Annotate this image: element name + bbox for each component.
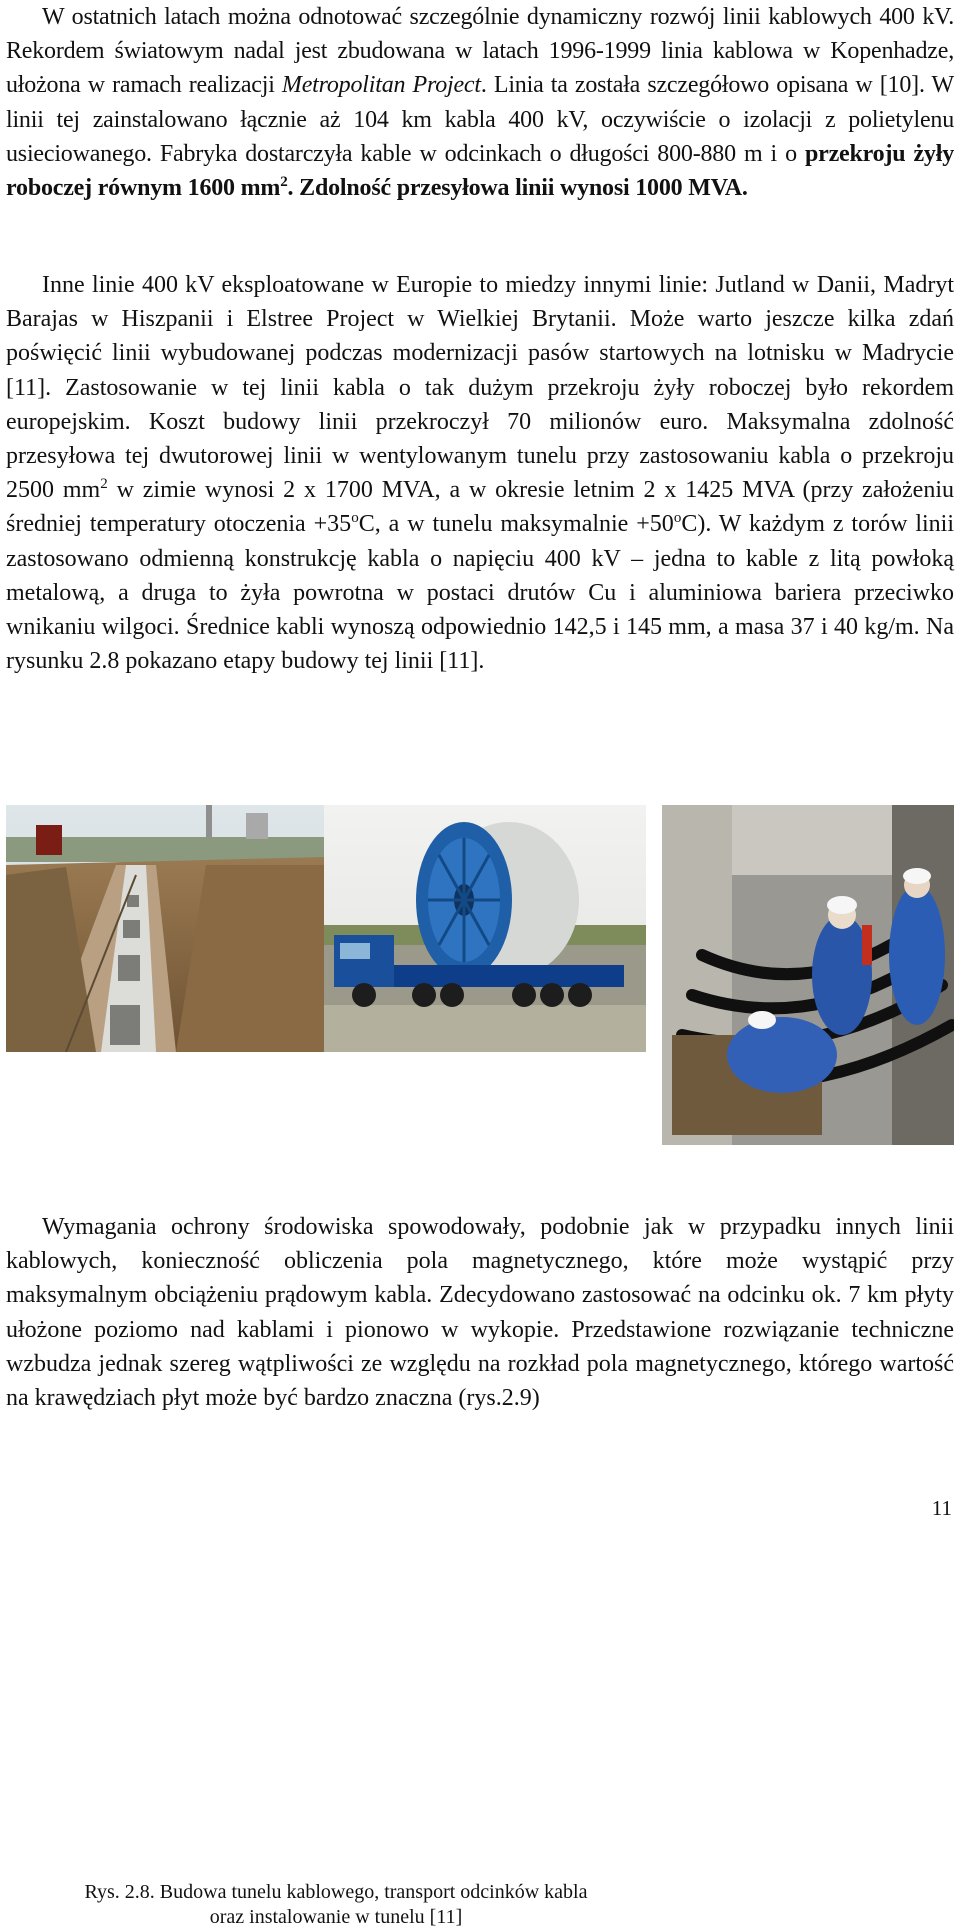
tunnel-construction-photo <box>6 805 324 1052</box>
superscript: o <box>673 510 682 527</box>
paragraph-intro <box>6 0 954 205</box>
superscript: 2 <box>280 174 288 191</box>
text-span: W ostatnich latach można odnotować szczególnie dynamiczny rozwój linii kablowych 400 kV. Rekordem światowym nadal jest zbudowana w latach 1996-1999 linia kablowa w Kopenhadze, ułożona w ramach realizacji <box>6 4 954 99</box>
caption-line: oraz instalowanie w tunelu [11] <box>209 1906 463 1928</box>
text-span: C, a w tunelu maksymalnie +50 <box>358 511 674 538</box>
bold-cross-section: przekroju żyły roboczej równym 1600 mm <box>6 140 955 202</box>
text-span: C). W każdym z torów linii zastosowano odmienną konstrukcję kabla o napięciu 400 kV – jedna to kable z litą powłoką metalową, a druga to żyła powrotna w postaci drutów Cu i aluminiowa bariera przeciwko wnikaniu wilgoci. Średnice kabli wynoszą odpowiednio 142,5 i 145 mm, a masa 37 i 40 kg/m. Na rysunku 2.8 pokazano etapy budowy tej linii [11]. <box>6 511 955 675</box>
paragraph-other-lines <box>6 268 954 678</box>
superscript: 2 <box>100 476 108 493</box>
superscript: o <box>351 510 359 527</box>
tunnel-installation-photo <box>662 805 954 1145</box>
paragraph-environment: Wymagania ochrony środowiska spowodowały, podobnie jak w przypadku innych linii kablowych, konieczność obliczenia pola magnetycznego, które może wystąpić przy maksymalnym obciążeniu prądowym kabla. Zdecydowano zastosować na odcinku ok. 7 km płyty ułożone poziomo nad kablami i pionowo w wykopie. Przedstawione rozwiązanie techniczne wzbudza jednak szereg wątpliwości ze względu na rozkład pola magnetycznego, którego wartość na krawędziach płyt może być bardzo znaczna (rys.2.9) <box>6 1214 954 1412</box>
figure-caption <box>26 1880 646 1930</box>
text-span: Inne linie 400 kV eksploatowane w Europie to miedzy innymi linie: Jutland w Danii, Madryt Barajas w Hiszpanii i Elstree Project w Wielkiej Brytanii. Może warto jeszcze kilka zdań poświęcić linii wybudowanej podczas modernizacji pasów startowych na lotnisku w Madrycie [11]. Zastosowanie w tej linii kabla o tak dużym przekroju żyły roboczej było rekordem europejskim. Koszt budowy linii przekroczył 70 milionów euro. Maksymalna zdolność przesyłowa tej dwutorowej linii w wentylowanym tunelu przy zastosowaniu kabla o przekroju 2500 mm <box>6 272 954 504</box>
bold-capacity: . Zdolność przesyłowa linii wynosi 1000 MVA. <box>287 175 748 202</box>
cable-drum-transport-photo <box>324 805 646 1052</box>
italic-project-name: Metropolitan Project <box>281 72 481 99</box>
text-span: . Linia ta została szczegółowo opisana w [10]. W linii tej zainstalowano łącznie aż 104 km kabla 400 kV, oczywiście o izolacji z polietylenu usieciowanego. Fabryka dostarczyła kable w odcinkach o długości 800-880 m i o <box>6 72 954 167</box>
text-span: w zimie wynosi 2 x 1700 MVA, a w okresie letnim 2 x 1425 MVA (przy założeniu średniej temperatury otoczenia +35 <box>6 477 954 538</box>
page-number: 11 <box>931 1496 952 1520</box>
caption-line: Rys. 2.8. Budowa tunelu kablowego, transport odcinków kabla <box>84 1881 588 1903</box>
